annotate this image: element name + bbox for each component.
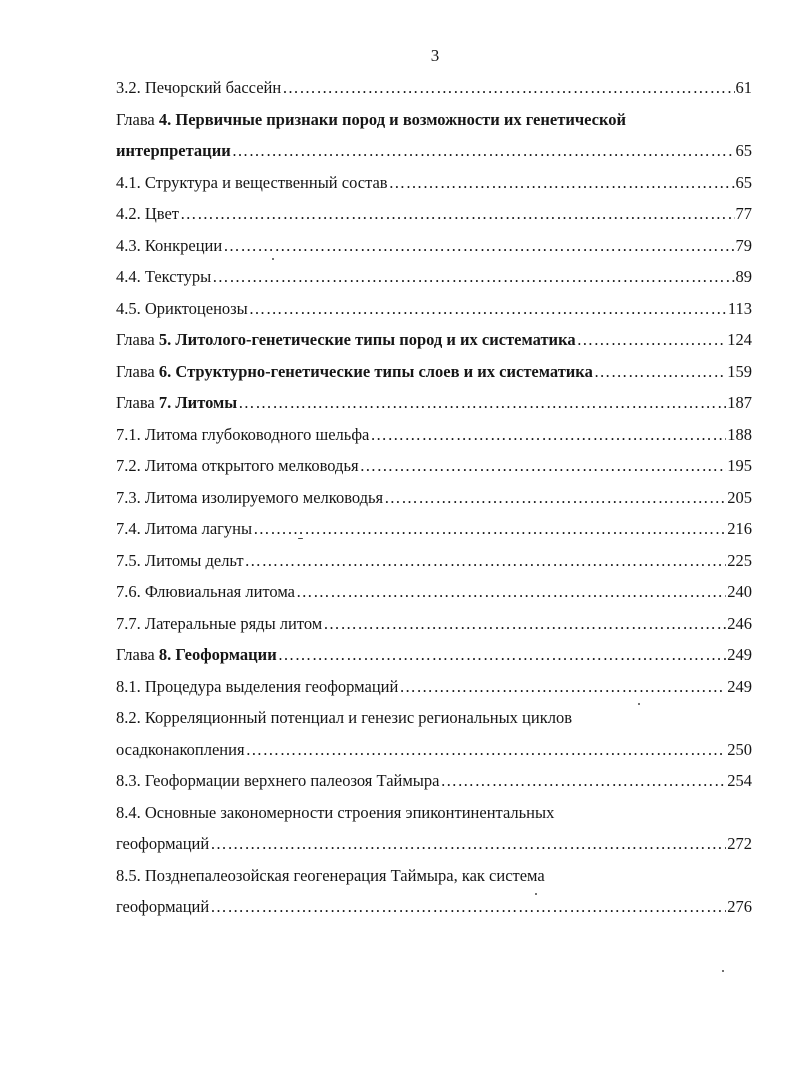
toc-entry-label: 4.1. Структура и вещественный состав	[116, 172, 388, 192]
toc-entry-label: 7.2. Литома открытого мелководья	[116, 456, 359, 475]
toc-row	[116, 513, 752, 545]
toc-entry-label: геоформаций	[116, 897, 210, 916]
toc-page-number: 124	[727, 330, 752, 349]
toc-entry-label: интерпретации	[116, 141, 231, 160]
toc-row	[116, 72, 752, 104]
toc-row	[116, 324, 752, 356]
dot-leader	[384, 482, 726, 514]
dot-leader	[440, 765, 726, 797]
dot-leader	[389, 167, 735, 199]
dot-leader	[323, 608, 726, 640]
toc-page-number: 254	[727, 771, 752, 790]
toc-page-number: 225	[727, 550, 752, 570]
toc-page-number: 250	[727, 739, 752, 759]
toc-entry-label: 8.5. Позднепалеозойская геогенерация Таймыра, как система	[116, 865, 545, 885]
dot-leader	[399, 671, 726, 703]
toc-entry-label: 3.2. Печорский бассейн	[116, 78, 282, 97]
scan-speck	[298, 538, 303, 539]
toc-row	[116, 261, 752, 293]
toc-entry-label: Глава 8. Геоформации	[116, 645, 277, 664]
toc-page-number: 240	[727, 582, 752, 601]
toc-row	[116, 167, 752, 199]
toc-page-number: 65	[735, 172, 752, 192]
toc-entry-label: 7.4. Литома лагуны	[116, 519, 253, 538]
toc-page-number: 216	[727, 519, 752, 538]
toc-page-number: 79	[735, 235, 752, 255]
toc-page-number: 249	[727, 645, 752, 664]
toc-entry-label: 8.3. Геоформации верхнего палеозоя Таймыра	[116, 771, 440, 790]
dot-leader	[232, 135, 735, 167]
toc-row	[116, 671, 752, 703]
toc-row	[116, 387, 752, 419]
toc-row	[116, 545, 752, 577]
dot-leader	[360, 450, 727, 482]
dot-leader	[210, 828, 726, 860]
toc-page-number: 65	[735, 141, 752, 160]
toc-entry-label: 4.4. Текстуры	[116, 267, 212, 286]
page-number: 3	[430, 46, 440, 65]
dot-leader	[180, 198, 734, 230]
table-of-contents	[116, 72, 752, 923]
dot-leader	[594, 356, 726, 388]
scan-speck	[638, 703, 640, 705]
toc-page-number: 205	[727, 487, 752, 507]
toc-entry-label: 4.2. Цвет	[116, 204, 180, 223]
dot-leader	[210, 891, 726, 923]
toc-entry-label: Глава 7. Литомы	[116, 393, 238, 412]
dot-leader	[370, 419, 726, 451]
scan-speck	[272, 258, 274, 260]
toc-page-number: 276	[727, 897, 752, 916]
toc-page-number: 113	[727, 298, 752, 318]
toc-entry-label: 7.1. Литома глубоководного шельфа	[116, 424, 370, 444]
toc-row	[116, 797, 752, 829]
dot-leader	[223, 230, 734, 262]
toc-entry-label: 8.4. Основные закономерности строения эпиконтинентальных	[116, 802, 555, 822]
dot-leader	[282, 72, 734, 104]
toc-page-number: 159	[727, 361, 752, 381]
toc-row	[116, 702, 752, 734]
dot-leader	[212, 261, 734, 293]
toc-page-number: 187	[727, 393, 752, 412]
toc-entry-label: 4.5. Ориктоценозы	[116, 298, 248, 318]
toc-entry-label: осадконакопления	[116, 739, 245, 759]
toc-entry-label: Глава 4. Первичные признаки пород и возможности их генетической	[116, 109, 627, 129]
dot-leader	[296, 576, 726, 608]
dot-leader	[246, 734, 727, 766]
toc-row	[116, 135, 752, 167]
toc-page-number: 195	[727, 456, 752, 475]
toc-row	[116, 765, 752, 797]
toc-entry-label: 8.2. Корреляционный потенциал и генезис региональных циклов	[116, 708, 572, 727]
toc-entry-label: геоформаций	[116, 834, 210, 853]
toc-entry-label: Глава 6. Структурно-генетические типы слоев и их систематика	[116, 361, 593, 381]
toc-page-number: 77	[735, 204, 752, 223]
toc-page-number: 188	[727, 424, 752, 444]
toc-row	[116, 734, 752, 766]
dot-leader	[245, 545, 727, 577]
toc-page-number: 272	[727, 834, 752, 853]
toc-entry-label: 7.6. Флювиальная литома	[116, 582, 296, 601]
toc-row	[116, 482, 752, 514]
toc-page-number: 61	[735, 78, 752, 97]
toc-row	[116, 293, 752, 325]
toc-row	[116, 828, 752, 860]
toc-page-number: 89	[735, 267, 752, 286]
toc-entry-label: 7.7. Латеральные ряды литом	[116, 613, 323, 633]
toc-entry-label: Глава 5. Литолого-генетические типы пород и их систематика	[116, 330, 576, 349]
toc-page-number: 249	[727, 676, 752, 696]
toc-page-number: 246	[727, 613, 752, 633]
dot-leader	[278, 639, 727, 671]
toc-entry-label: 7.3. Литома изолируемого мелководья	[116, 487, 384, 507]
dot-leader	[253, 513, 726, 545]
toc-row	[116, 198, 752, 230]
toc-entry-label: 4.3. Конкреции	[116, 235, 223, 255]
dot-leader	[238, 387, 726, 419]
toc-entry-label: 8.1. Процедура выделения геоформаций	[116, 676, 399, 696]
toc-row	[116, 608, 752, 640]
toc-row	[116, 104, 752, 136]
toc-row	[116, 356, 752, 388]
dot-leader	[577, 324, 727, 356]
toc-row	[116, 230, 752, 262]
scan-speck	[722, 970, 724, 972]
scan-speck	[535, 893, 537, 895]
toc-row	[116, 860, 752, 892]
dot-leader	[249, 293, 727, 325]
toc-row	[116, 639, 752, 671]
toc-entry-label: 7.5. Литомы дельт	[116, 550, 244, 570]
toc-row	[116, 891, 752, 923]
toc-row	[116, 576, 752, 608]
toc-row	[116, 419, 752, 451]
toc-row	[116, 450, 752, 482]
